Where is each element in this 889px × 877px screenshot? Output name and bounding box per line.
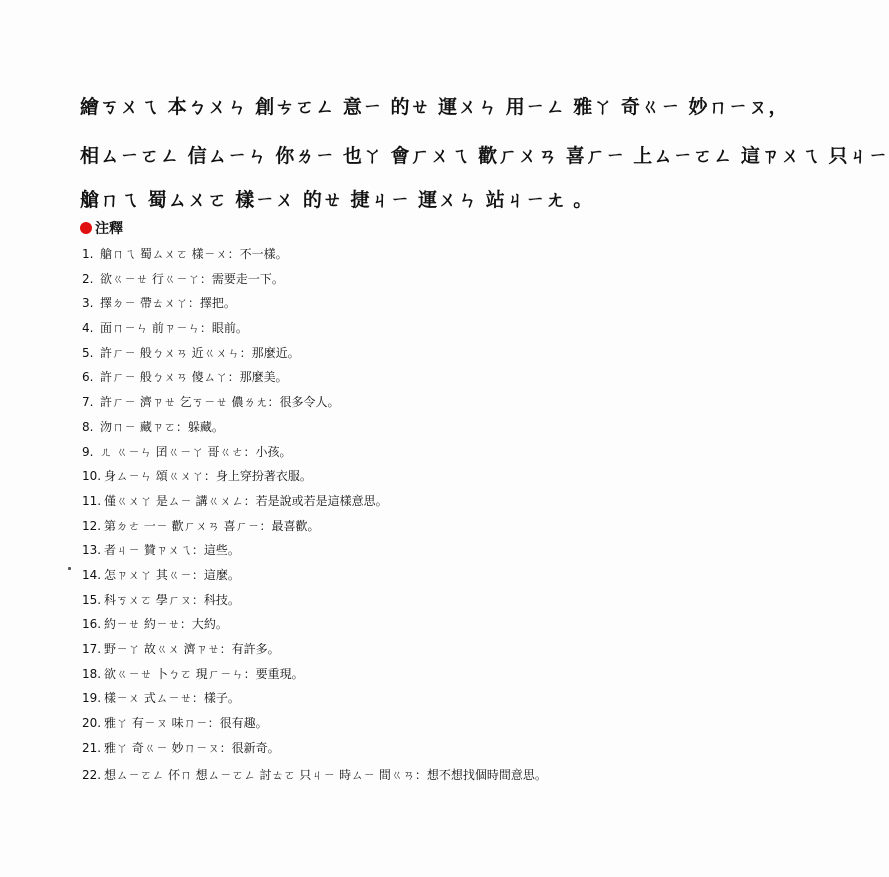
note-item xyxy=(82,244,547,269)
note-number: 22. xyxy=(82,768,102,783)
note-item xyxy=(82,614,547,639)
note-number: 7. xyxy=(82,395,94,410)
notes-heading-label: 注釋 xyxy=(95,221,123,237)
note-text: ㄦ ㄍㄧㄣ 囝ㄍㄧㄚ 哥ㄍㄜ：小孩。 xyxy=(100,444,292,459)
note-number: 18. xyxy=(82,666,102,681)
note-number: 20. xyxy=(82,716,102,731)
note-item xyxy=(82,367,547,392)
note-text: 想ㄙㄧㄛㄥ 伓ㄇ 想ㄙㄧㄛㄥ 討ㄊㄛ 只ㄐㄧ 時ㄙㄧ 間ㄍㄢ：想不想找個時間意思。 xyxy=(104,768,547,783)
note-text: 樣ㄧㄨ 式ㄙㄧㄝ：樣子。 xyxy=(104,691,240,706)
note-number: 21. xyxy=(82,740,102,755)
note-text: 野ㄧㄚ 故ㄍㄨ 濟ㄗㄝ：有許多。 xyxy=(104,642,280,656)
poem-line-3: 艙ㄇㄟ 蜀ㄙㄨㄛ 樣ㄧㄨ 的ㄝ 捷ㄐㄧ 運ㄨㄣ 站ㄐㄧㄤ 。 xyxy=(80,189,594,211)
note-item xyxy=(82,318,547,343)
note-item xyxy=(82,417,547,442)
note-number: 10. xyxy=(82,469,102,484)
note-text: 艙ㄇㄟ 蜀ㄙㄨㄛ 樣ㄧㄨ：不一樣。 xyxy=(100,247,288,261)
note-number: 13. xyxy=(82,543,102,558)
note-number: 6. xyxy=(82,370,94,385)
note-number: 14. xyxy=(82,567,102,582)
note-text: 雅ㄚ 有ㄧㄡ 味ㄇㄧ：很有趣。 xyxy=(104,716,268,731)
note-item xyxy=(82,392,547,417)
note-text: 第ㄉㄜ 一ㄧ 歡ㄏㄨㄢ 喜ㄏㄧ：最喜歡。 xyxy=(104,518,320,533)
note-text: 雅ㄚ 奇ㄍㄧ 妙ㄇㄧㄡ：很新奇。 xyxy=(104,740,280,755)
note-number: 19. xyxy=(82,691,102,706)
note-text: 者ㄐㄧ 贊ㄗㄨㄟ：這些。 xyxy=(104,543,240,558)
note-text: 許ㄏㄧ 濟ㄗㄝ 乞ㄎㄧㄝ 儂ㄌㄤ：很多令人。 xyxy=(100,395,340,410)
note-number: 15. xyxy=(82,592,102,607)
note-number: 16. xyxy=(82,617,102,632)
notes-heading xyxy=(80,218,123,238)
note-text: 面ㄇㄧㄣ 前ㄗㄧㄣ：眼前。 xyxy=(100,321,248,336)
red-dot-icon xyxy=(80,222,92,234)
note-item xyxy=(82,688,547,713)
note-item xyxy=(82,442,547,467)
note-item xyxy=(82,738,547,763)
note-text: 許ㄏㄧ 般ㄅㄨㄢ 傻ㄙㄚ：那麼美。 xyxy=(100,370,288,385)
note-item xyxy=(82,293,547,318)
note-text: 科ㄎㄨㄛ 學ㄏㄡ：科技。 xyxy=(104,592,240,607)
note-item xyxy=(82,565,547,590)
note-item xyxy=(82,516,547,541)
note-text: 怎ㄗㄨㄚ 其ㄍㄧ：這麼。 xyxy=(104,567,240,582)
note-number: 9. xyxy=(82,444,94,459)
note-text: 欲ㄍㄧㄝ 卜ㄅㄛ 現ㄏㄧㄣ：要重現。 xyxy=(104,666,304,681)
note-text: 沕ㄇㄧ 藏ㄗㄛ：躲藏。 xyxy=(100,419,224,434)
note-text: 僅ㄍㄨㄚ 是ㄙㄧ 講ㄍㄨㄥ：若是說或若是這樣意思。 xyxy=(104,493,388,508)
note-item xyxy=(82,639,547,664)
note-item xyxy=(82,269,547,294)
note-text: 約ㄧㄝ 約ㄧㄝ：大約。 xyxy=(104,617,228,632)
note-item xyxy=(82,491,547,516)
note-text: 擇ㄉㄧ 帶ㄊㄨㄚ：擇把。 xyxy=(100,296,236,311)
note-item xyxy=(82,466,547,491)
note-number: 2. xyxy=(82,271,94,286)
note-number: 3. xyxy=(82,296,94,311)
note-text: 許ㄏㄧ 般ㄅㄨㄢ 近ㄍㄨㄣ：那麼近。 xyxy=(100,345,300,360)
note-text: 身ㄙㄧㄣ 頌ㄍㄨㄚ：身上穿扮著衣服。 xyxy=(104,469,312,484)
note-item xyxy=(82,343,547,368)
note-number: 4. xyxy=(82,321,94,336)
note-item xyxy=(82,590,547,615)
note-number: 5. xyxy=(82,345,94,360)
note-item xyxy=(82,540,547,565)
note-number: 12. xyxy=(82,518,102,533)
note-number: 8. xyxy=(82,419,94,434)
note-number: 1. xyxy=(82,247,94,261)
poem-line-2: 相ㄙㄧㄛㄥ 信ㄙㄧㄣ 你ㄌㄧ 也ㄚ 會ㄏㄨㄟ 歡ㄏㄨㄢ 喜ㄏㄧ 上ㄙㄧㄛㄥ 這ㄗㄨㄟ 只ㄐㄧ xyxy=(80,145,889,167)
note-item xyxy=(82,713,547,738)
notes-list xyxy=(82,244,547,790)
note-number: 11. xyxy=(82,493,102,508)
scan-speck xyxy=(68,567,71,570)
note-item xyxy=(82,664,547,689)
poem-line-1: 繪ㄎㄨㄟ 本ㄅㄨㄣ 創ㄘㄛㄥ 意ㄧ 的ㄝ 運ㄨㄣ 用ㄧㄥ 雅ㄚ 奇ㄍㄧ 妙ㄇㄧㄡ， xyxy=(80,96,789,118)
note-item xyxy=(82,765,547,790)
note-number: 17. xyxy=(82,642,102,656)
note-text: 欲ㄍㄧㄝ 行ㄍㄧㄚ：需要走一下。 xyxy=(100,271,284,286)
